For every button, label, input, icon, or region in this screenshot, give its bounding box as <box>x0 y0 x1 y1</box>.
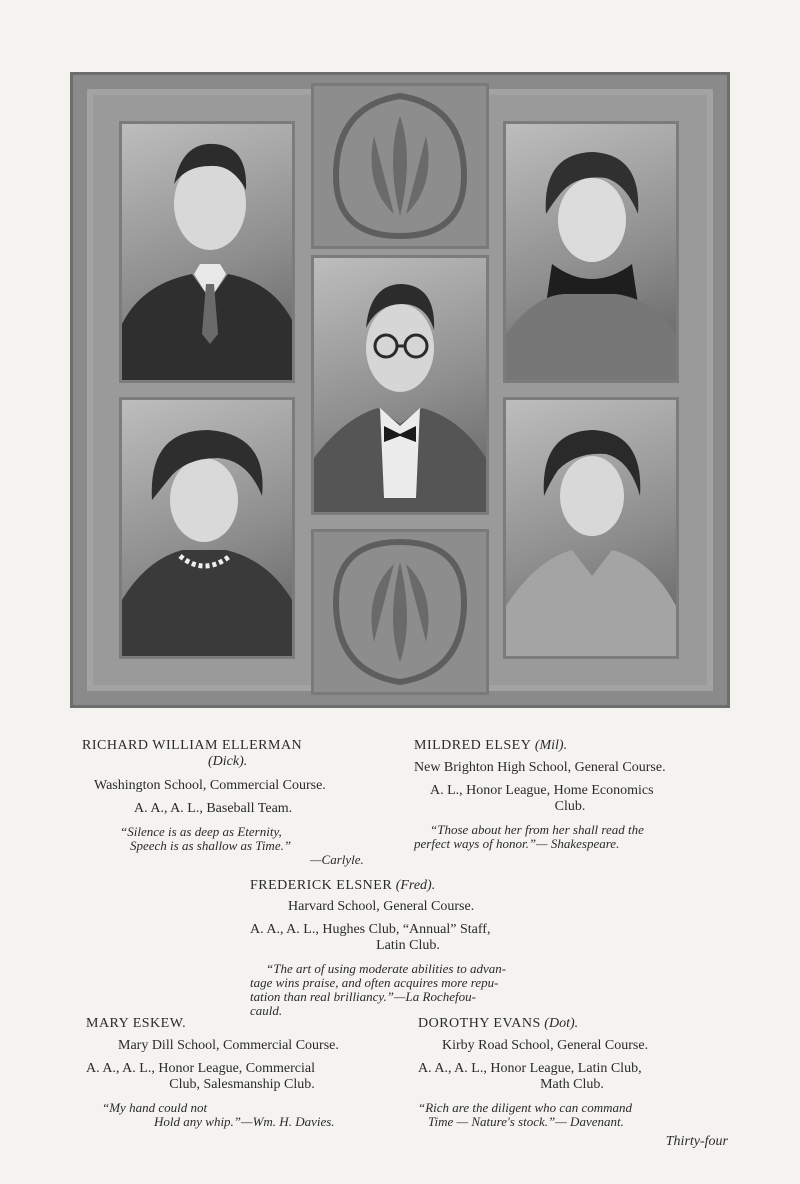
portrait-elsey <box>503 121 679 383</box>
entry-quote-line: Hold any whip.”—Wm. H. Davies. <box>154 1114 335 1129</box>
entry-name: FREDERICK ELSNER <box>250 878 393 893</box>
entry-quote-attribution: —Carlyle. <box>310 852 364 867</box>
entry-quote-line: Speech is as shallow as Time.” <box>130 838 292 853</box>
entry-activities: Club, Salesmanship Club. <box>169 1077 315 1092</box>
portrait-panel <box>70 72 730 708</box>
entry-activities: A. A., A. L., Honor League, Commercial <box>86 1061 316 1076</box>
page-number: Thirty-four <box>665 1134 728 1149</box>
entry-activities: Math Club. <box>540 1077 604 1092</box>
entry-name: RICHARD WILLIAM ELLERMAN <box>82 738 303 753</box>
entry-name: DOROTHY EVANS <box>418 1016 541 1031</box>
portrait-ellerman <box>119 121 295 383</box>
ornament-bottom <box>311 529 489 695</box>
ornament-bottom-shape <box>314 532 486 692</box>
entry-quote-line: “Rich are the diligent who can command <box>418 1100 632 1115</box>
portrait-eskew <box>119 397 295 659</box>
entry-elsner <box>250 878 566 1018</box>
entry-ellerman <box>82 738 372 867</box>
entry-school: Washington School, Commercial Course. <box>94 778 326 793</box>
entry-quote-line: “Silence is as deep as Eternity, <box>120 824 282 839</box>
portrait-evans <box>503 397 679 659</box>
entry-quote-line: “Those about her from her shall read the <box>430 822 644 837</box>
portrait-elsner-image <box>314 258 486 512</box>
portrait-evans-image <box>506 400 676 656</box>
entry-school: Mary Dill School, Commercial Course. <box>118 1038 339 1053</box>
entry-elsey <box>414 738 726 851</box>
ornament-top <box>311 83 489 249</box>
entry-name: MARY ESKEW. <box>86 1016 187 1031</box>
entry-activities: A. A., A. L., Honor League, Latin Club, <box>418 1061 642 1076</box>
entry-activities: A. A., A. L., Hughes Club, “Annual” Staff, <box>250 922 491 937</box>
entry-quote-line: tation than real brilliancy.”—La Rochefou- <box>250 989 476 1004</box>
portrait-eskew-image <box>122 400 292 656</box>
entry-eskew <box>86 1016 398 1129</box>
entry-quote-line: cauld. <box>250 1003 283 1018</box>
entry-name: MILDRED ELSEY <box>414 738 532 753</box>
entry-nickname: (Dot). <box>544 1016 579 1031</box>
entry-evans <box>418 1016 726 1129</box>
entry-quote-line: Time — Nature's stock.”— Davenant. <box>428 1114 624 1129</box>
entry-quote-line: “The art of using moderate abilities to advan- <box>266 961 507 976</box>
entry-quote-line: perfect ways of honor.”— Shakespeare. <box>414 836 620 851</box>
entry-school: Harvard School, General Course. <box>288 899 475 914</box>
entry-activities: Latin Club. <box>376 938 440 953</box>
entry-school: Kirby Road School, General Course. <box>442 1038 649 1053</box>
entry-quote-line: tage wins praise, and often acquires more repu- <box>250 975 499 990</box>
portrait-ellerman-image <box>122 124 292 380</box>
portrait-elsner <box>311 255 489 515</box>
entry-activities: A. L., Honor League, Home Economics <box>430 783 654 798</box>
entry-school: New Brighton High School, General Course. <box>414 760 666 775</box>
ornament-top-shape <box>314 86 486 246</box>
entry-quote-line: “My hand could not <box>102 1100 208 1115</box>
entry-nickname: (Dick). <box>208 754 248 769</box>
portrait-elsey-image <box>506 124 676 380</box>
entry-activities: A. A., A. L., Baseball Team. <box>134 801 293 816</box>
entry-nickname: (Mil). <box>534 738 568 753</box>
entry-activities: Club. <box>554 799 586 814</box>
entry-nickname: (Fred). <box>395 878 436 893</box>
